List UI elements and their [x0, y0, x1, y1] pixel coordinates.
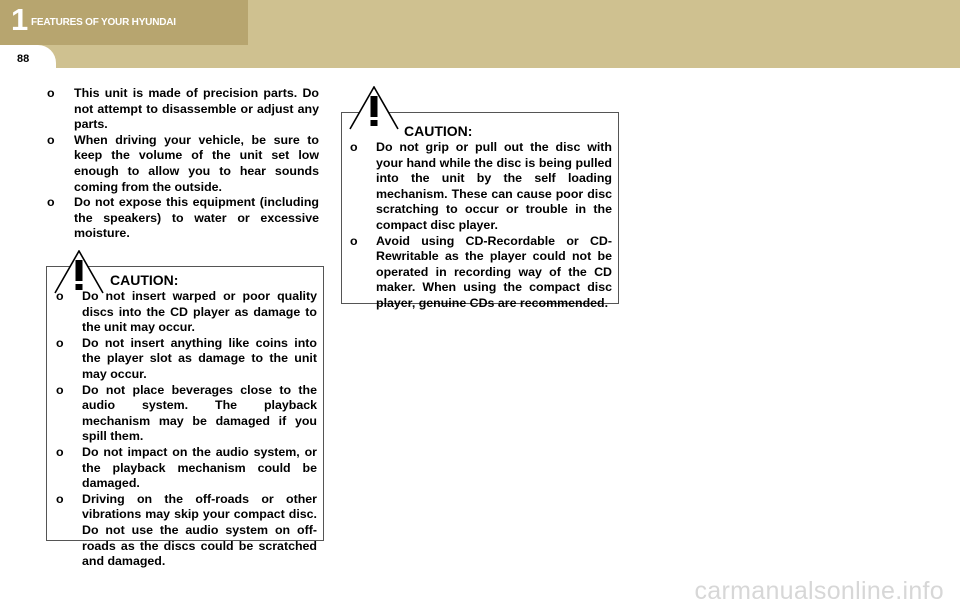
warning-triangle-icon: [349, 86, 399, 130]
caution-title: CAUTION:: [404, 123, 473, 139]
list-item: o Do not expose this equipment (including the speakers) to water or excessive moisture.: [47, 195, 319, 242]
list-item: o When driving your vehicle, be sure to keep the volume of the unit set low enough to allow you to hear sounds coming from the outside.: [47, 133, 319, 195]
list-item: o Avoid using CD-Recordable or CD-Rewritable as the player could not be operated in recording way of the CD maker. When using the compact disc player, genuine CDs are recommended.: [350, 234, 612, 312]
chapter-number: 1: [11, 2, 29, 37]
caution-box-right: [341, 112, 619, 310]
list-item: o Do not place beverages close to the audio system. The playback mechanism may be damaged if you spill them.: [56, 383, 317, 445]
list-item: o This unit is made of precision parts. Do not attempt to disassemble or adjust any parts.: [47, 86, 319, 133]
list-item: o Driving on the off-roads or other vibrations may skip your compact disc. Do not use the audio system on off-roads as the discs could be scratched and damaged.: [56, 492, 317, 570]
page-number: 88: [17, 53, 30, 65]
intro-list: [47, 86, 319, 242]
list-item: o Do not insert anything like coins into the player slot as damage to the unit may occur.: [56, 336, 317, 383]
chapter-title: FEATURES OF YOUR HYUNDAI: [31, 17, 176, 28]
warning-triangle-icon: [54, 250, 104, 294]
caution-title: CAUTION:: [110, 272, 179, 288]
watermark: carmanualsonline.info: [694, 577, 944, 605]
list-item: o Do not insert warped or poor quality discs into the CD player as damage to the unit may occur.: [56, 289, 317, 336]
list-item: o Do not grip or pull out the disc with your hand while the disc is being pulled into the unit by the self loading mechanism. These can cause poor disc scratching to occur or trouble in the compact disc player.: [350, 140, 612, 234]
header-chapter-block: [0, 0, 248, 45]
caution-box-left: [46, 266, 324, 569]
list-item: o Do not impact on the audio system, or the playback mechanism could be damaged.: [56, 445, 317, 492]
